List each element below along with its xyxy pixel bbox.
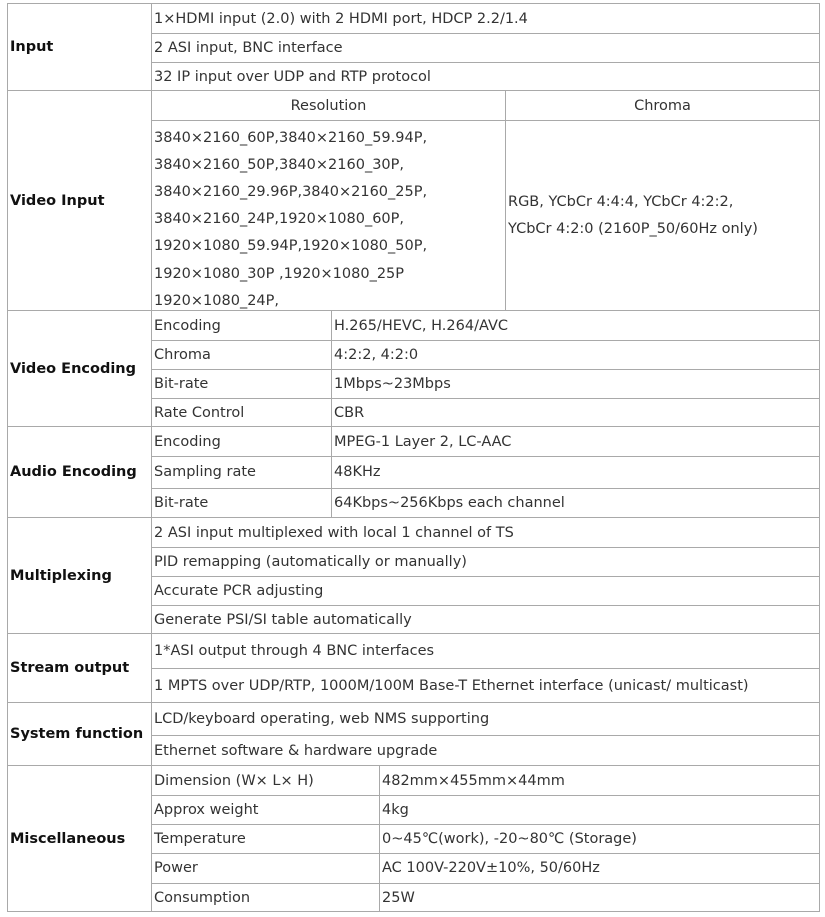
- spec-value: 482mm×455mm×44mm: [382, 772, 565, 789]
- row-heading-audio-encoding: Audio Encoding: [8, 427, 152, 517]
- spec-label: Bit-rate: [154, 495, 209, 511]
- spec-label: Chroma: [154, 346, 211, 363]
- input-item: 1×HDMI input (2.0) with 2 HDMI port, HDCP 2.2/1.4: [154, 10, 528, 27]
- row-heading-stream-output: Stream output: [8, 634, 152, 702]
- spec-label: Power: [154, 860, 198, 876]
- row-stream-output: [7, 633, 820, 703]
- spec-label: Temperature: [154, 830, 246, 847]
- spec-value: CBR: [334, 404, 365, 421]
- chroma-header: Chroma: [634, 97, 691, 114]
- chroma-line: YCbCr 4:2:0 (2160P_50/60Hz only): [508, 220, 758, 237]
- resolution-line: 3840×2160_60P,3840×2160_59.94P,: [154, 129, 428, 146]
- spec-value: 4:2:2, 4:2:0: [334, 346, 419, 363]
- resolution-line: 1920×1080_24P,: [154, 292, 280, 309]
- multiplexing-item: Generate PSI/SI table automatically: [154, 611, 412, 628]
- chroma-line: RGB, YCbCr 4:4:4, YCbCr 4:2:2,: [508, 193, 734, 210]
- row-system-function: [7, 702, 820, 766]
- spec-value: 48KHz: [334, 464, 381, 480]
- row-heading-video-input: Video Input: [8, 91, 152, 310]
- row-heading-video-encoding: Video Encoding: [8, 311, 152, 426]
- spec-value: 0~45℃(work), -20~80℃ (Storage): [382, 830, 637, 847]
- spec-value: H.265/HEVC, H.264/AVC: [334, 317, 508, 334]
- spec-label: Encoding: [154, 433, 221, 450]
- spec-label: Approx weight: [154, 801, 259, 818]
- row-input: [7, 3, 820, 91]
- row-video-encoding: [7, 310, 820, 427]
- spec-value: MPEG-1 Layer 2, LC-AAC: [334, 433, 512, 450]
- multiplexing-item: 2 ASI input multiplexed with local 1 channel of TS: [154, 524, 514, 541]
- spec-value: AC 100V-220V±10%, 50/60Hz: [382, 860, 600, 876]
- spec-value: 64Kbps~256Kbps each channel: [334, 495, 565, 511]
- resolution-line: 1920×1080_30P ,1920×1080_25P: [154, 265, 405, 282]
- spec-value: 1Mbps~23Mbps: [334, 375, 451, 392]
- resolution-list: [152, 124, 505, 314]
- spec-label: Rate Control: [154, 404, 245, 421]
- row-multiplexing: [7, 517, 820, 634]
- row-audio-encoding: [7, 426, 820, 518]
- system-function-item: Ethernet software & hardware upgrade: [154, 742, 438, 759]
- resolution-line: 3840×2160_50P,3840×2160_30P,: [154, 156, 405, 173]
- resolution-line: 3840×2160_24P,1920×1080_60P,: [154, 211, 405, 228]
- row-video-input: [7, 90, 820, 311]
- resolution-line: 3840×2160_29.96P,3840×2160_25P,: [154, 183, 428, 200]
- spec-label: Dimension (W× L× H): [154, 772, 314, 789]
- stream-output-item: 1 MPTS over UDP/RTP, 1000M/100M Base-T Ethernet interface (unicast/ multicast): [154, 677, 749, 694]
- spec-label: Bit-rate: [154, 375, 209, 392]
- spec-value: 25W: [382, 889, 415, 906]
- spec-value: 4kg: [382, 801, 409, 818]
- system-function-item: LCD/keyboard operating, web NMS supporting: [154, 711, 490, 727]
- row-heading-miscellaneous: Miscellaneous: [8, 766, 152, 911]
- chroma-list: [506, 188, 819, 242]
- row-heading-system-function: System function: [8, 703, 152, 765]
- multiplexing-item: Accurate PCR adjusting: [154, 582, 324, 599]
- resolution-header: Resolution: [290, 97, 367, 114]
- stream-output-item: 1*ASI output through 4 BNC interfaces: [154, 643, 435, 659]
- row-heading-input: Input: [8, 4, 152, 90]
- input-item: 32 IP input over UDP and RTP protocol: [154, 68, 431, 85]
- input-item: 2 ASI input, BNC interface: [154, 39, 343, 56]
- spec-label: Encoding: [154, 317, 221, 334]
- row-miscellaneous: [7, 765, 820, 912]
- resolution-line: 1920×1080_59.94P,1920×1080_50P,: [154, 238, 428, 255]
- row-heading-multiplexing: Multiplexing: [8, 518, 152, 633]
- spec-label: Consumption: [154, 889, 251, 906]
- multiplexing-item: PID remapping (automatically or manually): [154, 553, 467, 570]
- spec-label: Sampling rate: [154, 464, 256, 480]
